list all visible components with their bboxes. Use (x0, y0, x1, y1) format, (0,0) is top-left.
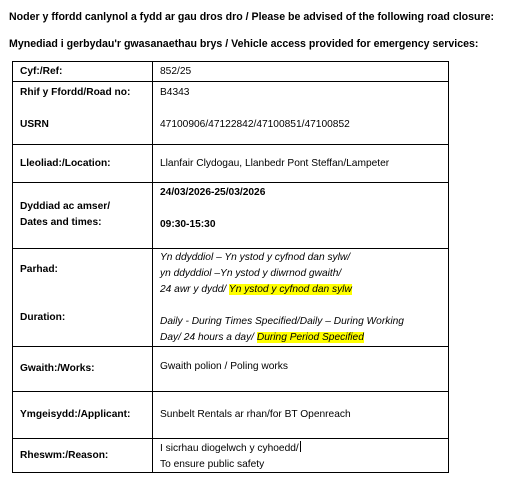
time-range: 09:30-15:30 (160, 219, 216, 230)
location-label (13, 145, 153, 183)
date-range: 24/03/2026-25/03/2026 (160, 187, 266, 198)
duration-english-line2 (160, 331, 448, 345)
dates-label-welsh: Dyddiad ac amser/ (20, 201, 111, 212)
road-usrn-value (153, 82, 449, 145)
works-value (153, 347, 449, 392)
duration-value (153, 249, 449, 347)
reason-row (13, 439, 449, 473)
applicant-value-text: Sunbelt Rentals ar rhan/for BT Openreach (160, 409, 351, 420)
applicant-value (153, 392, 449, 439)
reason-value-line1 (160, 441, 448, 456)
duration-english-highlight: During Period Specified (256, 332, 364, 343)
works-label-text: Gwaith:/Works: (20, 363, 95, 374)
duration-welsh-line2: yn ddyddiol –Yn ystod y diwrnod gwaith/ (160, 268, 342, 279)
duration-english-line1: Daily - During Times Specified/Daily – During Working (160, 316, 404, 327)
emergency-access-note: Mynediad i gerbydau'r gwasanaethau brys / Vehicle access provided for emergency services: (9, 38, 479, 50)
reason-label-text: Rheswm:/Reason: (20, 449, 109, 461)
reason-english-text: To ensure public safety (160, 459, 265, 470)
works-label (13, 347, 153, 392)
text-cursor (300, 441, 301, 452)
ref-label (13, 62, 153, 82)
ref-row (13, 62, 449, 82)
works-row (13, 347, 449, 392)
duration-welsh-line1: Yn ddyddiol – Yn ystod y cyfnod dan sylw/ (160, 252, 351, 263)
duration-row (13, 249, 449, 347)
dates-row (13, 183, 449, 249)
duration-welsh-line3 (160, 283, 448, 297)
usrn-value: 47100906/47122842/47100851/47100852 (160, 119, 350, 130)
ref-value (153, 62, 449, 82)
duration-label-english: Duration: (20, 312, 66, 323)
ref-label-text: Cyf:/Ref: (20, 66, 63, 77)
reason-label (13, 439, 153, 473)
road-closure-table (12, 61, 449, 473)
usrn-label: USRN (20, 119, 49, 130)
dates-label (13, 183, 153, 249)
duration-label-welsh: Parhad: (20, 264, 58, 275)
road-value: B4343 (160, 87, 190, 98)
reason-welsh-text: I sicrhau diogelwch y cyhoedd/ (160, 443, 299, 454)
notice-heading: Noder y ffordd canlynol a fydd ar gau dros dro / Please be advised of the following road closure: (9, 11, 495, 23)
ref-value-text: 852/25 (160, 66, 192, 77)
location-label-text: Lleoliad:/Location: (20, 157, 111, 169)
duration-welsh-highlight: Yn ystod y cyfnod dan sylw (228, 284, 352, 295)
duration-english-plain: Day/ 24 hours a day/ (160, 332, 255, 343)
applicant-label-text: Ymgeisydd:/Applicant: (20, 409, 131, 420)
duration-label (13, 249, 153, 347)
road-usrn-label (13, 82, 153, 145)
dates-value (153, 183, 449, 249)
location-value-text: Llanfair Clydogau, Llanbedr Pont Steffan/Lampeter (160, 157, 390, 169)
location-row (13, 145, 449, 183)
reason-value[interactable] (153, 439, 449, 473)
road-usrn-row (13, 82, 449, 145)
works-value-text: Gwaith polion / Poling works (160, 361, 288, 372)
dates-label-english: Dates and times: (20, 217, 102, 228)
duration-welsh-plain: 24 awr y dydd/ (160, 284, 227, 295)
road-label: Rhif y Ffordd/Road no: (20, 87, 131, 98)
applicant-row (13, 392, 449, 439)
applicant-label (13, 392, 153, 439)
location-value (153, 145, 449, 183)
